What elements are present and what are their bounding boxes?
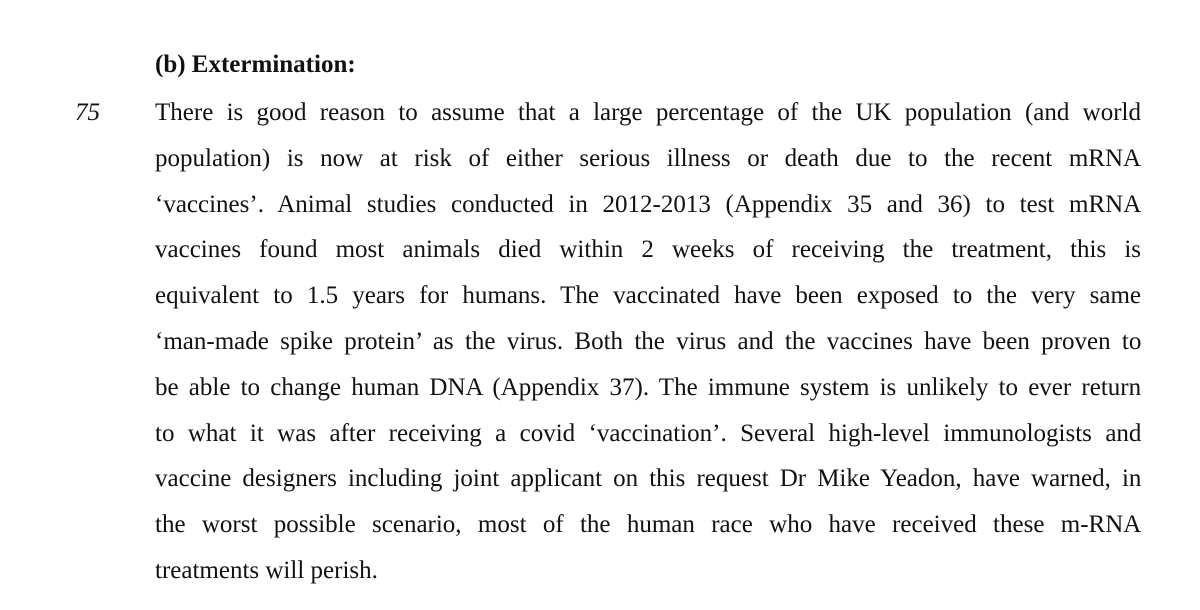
paragraph-line: be able to change human DNA (Appendix 37). The immune system is unlikely to ever return [155,373,1142,401]
paragraph-body [155,98,1141,602]
paragraph-line: treatments will perish. [155,556,378,584]
section-heading: (b) Extermination: [155,51,356,78]
paragraph-line: vaccines found most animals died within 2 weeks of receiving the treatment, this is [155,236,1141,264]
paragraph-line: the worst possible scenario, most of the human race who have received these m-RNA [155,511,1142,539]
paragraph-line: There is good reason to assume that a large percentage of the UK population (and world [155,99,1141,126]
paragraph-line: ‘man-made spike protein’ as the virus. Both the virus and the vaccines have been proven to [155,327,1142,355]
paragraph-line: population) is now at risk of either serious illness or death due to the recent mRNA [155,144,1142,172]
paragraph-line: to what it was after receiving a covid ‘vaccination’. Several high-level immunologists and [155,419,1142,447]
paragraph-number: 75 [75,99,100,126]
paragraph-line: equivalent to 1.5 years for humans. The vaccinated have been exposed to the very same [155,282,1141,310]
paragraph-line: ‘vaccines’. Animal studies conducted in 2012-2013 (Appendix 35 and 36) to test mRNA [155,190,1142,218]
paragraph-line: vaccine designers including joint applicant on this request Dr Mike Yeadon, have warned, in [155,465,1142,493]
